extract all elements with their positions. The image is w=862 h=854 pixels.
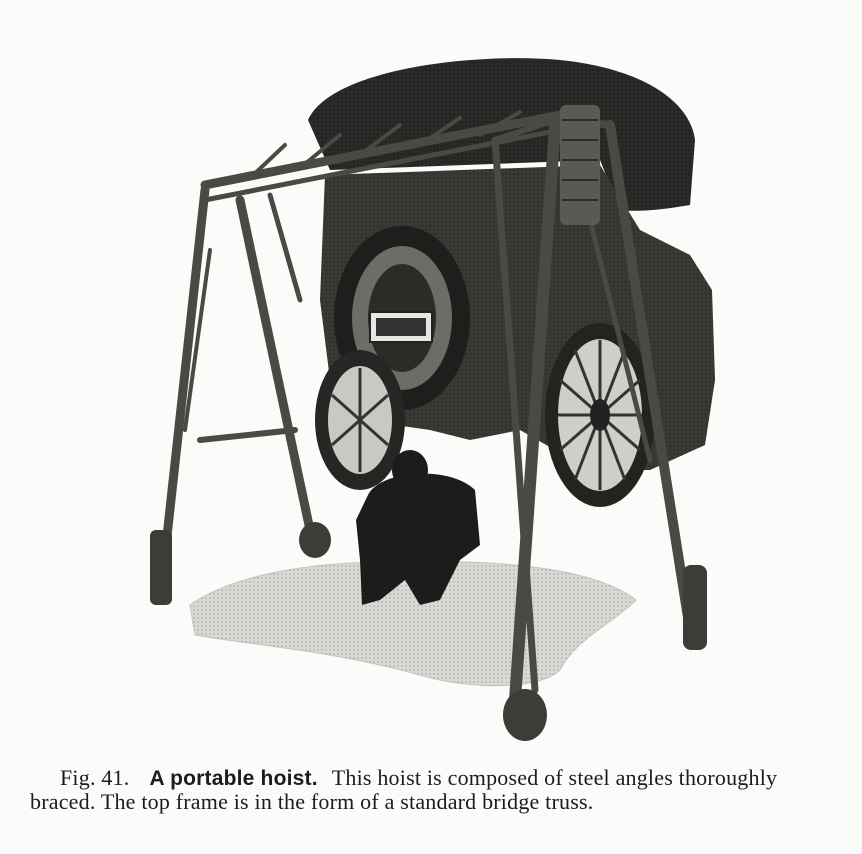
figure-caption <box>30 766 840 813</box>
left-wheel <box>315 350 405 490</box>
figure-number: Fig. 41. <box>60 765 130 790</box>
chain-hoist <box>560 105 600 225</box>
caption-title: A portable hoist. <box>149 767 318 790</box>
caption-body: This hoist is composed of steel angles thoroughly braced. The top frame is in the form of a standard bridge truss. <box>30 765 778 814</box>
